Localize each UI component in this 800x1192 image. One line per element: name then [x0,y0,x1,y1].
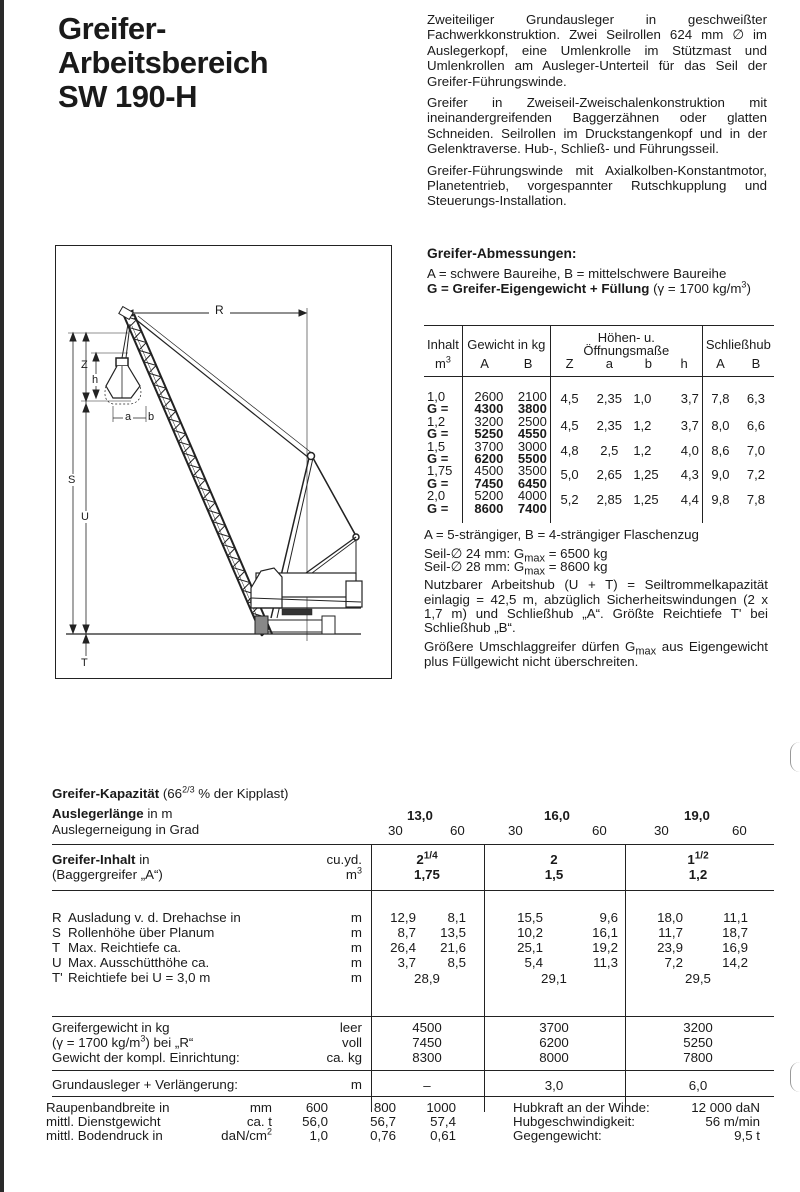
boom-angle-low: 30 [508,823,523,838]
weight-value: 4500 [412,1020,442,1035]
param-label: Ausladung v. d. Drehachse in [68,910,241,925]
cell-b: 1,25 [633,492,659,508]
param-value-60: 14,2 [722,955,748,970]
cell-a: 2,35 [596,417,622,433]
cell-h: 4,0 [680,442,699,458]
col-a: A [462,357,506,377]
inhalt-cuyd-whole: 2 [550,852,558,867]
weight-value: 3700 [539,1020,569,1035]
arrow-icon [299,310,306,316]
lattice-brace [183,445,191,453]
cell-inhalt: 2,0 [427,488,446,504]
legend-g-sup: 3 [741,279,747,290]
weight-value: 3200 [683,1020,713,1035]
legend-g-close: ) [746,281,751,296]
crawler-value: 0,76 [370,1128,396,1143]
boom-angle-low: 30 [388,823,403,838]
spacer-cell [738,515,774,523]
crawler-value: 1000 [426,1100,456,1115]
cell-schliesshub-b: 6,6 [746,417,765,433]
description-paragraph: Greifer-Führungswinde mit Axialkolben-Konstantmotor, Planetentrieb, vorgespannter Rutschkupplung und Steuerungs-Installation. [427,162,767,209]
cell-inhalt: 1,2 [427,413,446,429]
col-h: h [666,357,702,377]
winch-value: 12 000 daN [691,1100,760,1115]
margin-mark [790,1062,800,1092]
crawler-label: mittl. Bodendruck in [46,1128,163,1143]
unit-cuyd: cu.yd. [326,852,362,867]
param-value-30: 7,2 [664,955,683,970]
weight-value: 7450 [412,1035,442,1050]
param-value-60: 16,1 [592,925,618,940]
note-flaschenzug: A = 5-strängiger, B = 4-strängiger Flaschenzug [424,527,699,542]
capacity-heading [52,786,288,801]
capacity-heading-end: % der Kipplast) [194,786,289,801]
cell-g-weight-b: 5500 [517,451,547,467]
crane-diagram [55,245,392,679]
cell-schliesshub-a: 9,0 [702,465,738,490]
divider [52,1070,774,1071]
boom-length: 19,0 [684,808,710,823]
description-paragraph: Greifer in Zweiseil-Zweischalenkonstruktion mit ineinandergreifenden Baggerzähnen oder glatten Schneiden. Seilrollen im Druckstangenkopf und in der Gelenktraverse. Hub-, Schließ- und Führungsseil. [427,95,767,157]
weight-unit-2: voll [342,1035,362,1050]
grab-shells [106,366,140,398]
spacer-cell [424,515,462,523]
lattice-brace [159,388,167,396]
cell-schliesshub-a: 8,0 [702,416,738,441]
lattice-brace [173,423,181,431]
spacer-cell [630,515,666,523]
cell-weight-a: 3700 [462,441,506,453]
cell-inhalt: 1,5 [427,438,446,454]
divider [52,844,774,845]
cell-z: 5,2 [550,490,588,515]
col-schliesshub: Schließhub [702,326,774,358]
lattice-brace [149,365,157,373]
boom-length-rest: in m [143,806,173,821]
weight-value: 6200 [539,1035,569,1050]
cell-schliesshub-a: 7,8 [702,377,738,416]
note-seil [424,546,768,578]
title-line-3: SW 190-H [58,79,197,114]
umschlag-sub: max [635,646,657,659]
label-h: h [92,374,99,386]
cell-weight-a: 2600 [462,377,506,404]
param-value-60: 9,6 [599,910,618,925]
crawler-drum [322,616,335,634]
col-gewicht: Gewicht in kg [462,326,550,358]
param-value: 28,9 [414,971,440,986]
boom-angle-low: 30 [654,823,669,838]
hoist-rope [132,326,261,626]
cell-g-weight-a: 8600 [462,503,506,515]
cell-a: 2,35 [596,391,622,406]
cell-z: 4,5 [550,416,588,441]
param-value: 29,5 [685,971,711,986]
winch-label: Hubgeschwindigkeit: [513,1114,635,1129]
param-value-30: 18,0 [657,910,683,925]
label-u: U [81,511,89,523]
param-unit: m [350,925,362,940]
unit-sup: 3 [356,865,362,876]
cell-b: 1,25 [633,467,659,483]
margin-mark [790,742,800,772]
winch-value: 56 m/min [705,1114,760,1129]
cell-a: 2,5 [600,442,619,458]
param-value-60: 11,1 [723,910,748,925]
winch-label: Gegengewicht: [513,1128,602,1143]
param-value-30: 5,4 [524,955,543,970]
param-value-60: 8,1 [447,910,466,925]
crawler-value: 56,0 [302,1114,328,1129]
cell-schliesshub-b: 7,2 [746,467,765,483]
cell-g-label: G = [427,451,449,467]
col-z: Z [550,357,588,377]
page-title [58,12,268,114]
spacer-cell [462,515,506,523]
crawler-unit [192,1114,272,1129]
param-value-30: 23,9 [657,940,683,955]
cell-g-weight-b: 3800 [517,401,547,417]
cell-weight-b: 2500 [517,413,547,429]
capacity-heading-frac: 2/3 [182,784,195,795]
label-a: a [125,411,132,423]
seil24-sub: max [524,552,546,565]
crawler-unit [192,1128,272,1143]
weight-label-2-sup: 3 [140,1033,146,1044]
label-s: S [68,474,76,486]
lattice-brace [144,354,152,362]
cell-b: 1,2 [633,442,652,458]
capacity-heading-rest: (66 [159,786,183,801]
lattice-brace [237,571,245,579]
weight-label-2 [52,1035,193,1050]
lattice-brace [242,583,250,591]
seil28-text: Seil-∅ 28 mm: G [424,559,525,575]
unit-sup: 3 [445,354,451,365]
extension-value: – [423,1078,431,1093]
param-letter: U [52,955,62,970]
param-label: Reichtiefe bei U = 3,0 m [68,970,211,985]
table-spacer [424,515,774,523]
col-sa: A [702,357,738,377]
divider [52,890,774,891]
seil28-value: = 8600 kg [545,559,608,575]
table-row [424,377,774,404]
unit-m: m [345,867,357,882]
crawler-value: 800 [373,1100,396,1115]
note-umschlag [424,640,768,669]
param-value-30: 3,7 [397,955,416,970]
inhalt-cuyd [658,852,738,867]
param-unit: m [350,955,362,970]
cell-g-weight-a: 7450 [462,478,506,490]
col-b-open: b [630,357,666,377]
boom-length: 13,0 [407,808,433,823]
cell-g-weight-a: 5250 [462,428,506,440]
col-a-open: a [588,357,630,377]
param-value-30: 11,7 [658,925,683,940]
spacer-cell [702,515,738,523]
weight-label-1: Greifergewicht in kg [52,1020,170,1035]
dimensions-heading: Greifer-Abmessungen: [427,246,577,261]
col-hoehen: Höhen- u. Öffnungsmaße [550,326,702,358]
crawler-value: 1,0 [309,1128,328,1143]
col-b: B [506,357,550,377]
param-letter: S [52,925,61,940]
lattice-brace [168,411,176,419]
lattice-brace [193,468,201,476]
cell-h: 4,4 [680,492,699,508]
spacer-cell [506,515,550,523]
cell-weight-b: 3500 [517,463,547,479]
inhalt-cuyd [387,852,467,867]
lattice-brace [208,503,216,511]
param-value-30: 12,9 [390,910,416,925]
column-separator [371,844,372,1112]
inhalt-m3: 1,75 [414,867,440,882]
param-letter: T [52,940,61,955]
weight-label-3: Gewicht der kompl. Einrichtung: [52,1050,240,1065]
cell-inhalt: 1,75 [427,463,453,479]
description [427,12,767,215]
inhalt-m3: 1,5 [544,867,564,882]
lattice-brace [232,560,240,568]
title-line-1: Greifer- [58,11,166,46]
param-value-30: 25,1 [517,940,543,955]
winch-value: 9,5 t [734,1128,760,1143]
cell-g-label: G = [427,426,449,442]
cell-g-weight-a: 4300 [462,403,506,415]
cell-z: 4,5 [550,377,588,416]
crawler-unit-text: daN/cm [221,1128,267,1143]
cell-g-weight-a: 6200 [462,453,506,465]
crawler-unit [192,1100,272,1115]
col-sb: B [738,357,774,377]
pendant-line [134,318,309,458]
dimensions-table [424,325,774,523]
crawler-value: 57,4 [430,1114,456,1129]
weight-value: 8000 [539,1050,569,1065]
inhalt-label-2: (Baggergreifer „A“) [52,867,163,882]
boom-angle-high: 60 [450,823,465,838]
dimensions-legend [427,246,777,296]
cell-g-label: G = [427,475,449,491]
inhalt-cuyd-whole: 2 [416,852,424,867]
cell-weight-b: 4000 [517,488,547,504]
umschlag-text-end: aus Eigengewicht plus Füllgewicht nicht überschreiten. [424,639,768,669]
capacity-heading-bold: Greifer-Kapazität [52,786,160,801]
weight-unit-1: leer [339,1020,362,1035]
param-unit: m [350,940,362,955]
col-inhalt-unit [424,354,462,377]
param-unit: m [350,970,362,985]
param-letter: T' [52,970,63,985]
cell-g-label: G = [427,401,449,417]
legend-g-paren: (γ = 1700 kg/m [653,281,742,296]
extension-unit: m [350,1077,362,1092]
cell-h: 3,7 [680,417,699,433]
cell-g-weight-b: 7400 [517,500,547,516]
weight-label-2-post: ) bei „R“ [145,1035,194,1050]
param-label: Max. Ausschütthöhe ca. [68,955,210,970]
cell-schliesshub-b: 7,0 [746,442,765,458]
inhalt-label [52,852,150,867]
inhalt-cuyd-frac: 1/2 [694,850,709,862]
inhalt-cuyd [514,852,594,867]
seil24-text: Seil-∅ 24 mm: G [424,546,525,562]
lattice-brace [223,537,231,545]
notes [424,528,768,674]
lattice-brace [139,343,147,351]
param-value-30: 26,4 [390,940,416,955]
cell-schliesshub-a: 8,6 [702,441,738,466]
cell-b: 1,0 [633,391,652,406]
weight-value: 7800 [683,1050,713,1065]
cell-h: 4,3 [680,467,699,483]
crawler-drum [255,616,268,634]
title-line-2: Arbeitsbereich [58,45,269,80]
weight-value: 8300 [412,1050,442,1065]
crawler-unit-text: mm [249,1100,272,1115]
lattice-brace [154,377,162,385]
inhalt-label-bold: Greifer-Inhalt [52,852,136,867]
slewing-ring [282,609,312,615]
crawler-label: mittl. Dienstgewicht [46,1114,161,1129]
weight-value: 5250 [683,1035,713,1050]
lattice-brace [218,525,226,533]
label-r: R [209,303,230,317]
param-value-60: 8,5 [447,955,466,970]
lattice-brace [188,457,196,465]
unit-m: m [434,356,446,371]
label-b: b [148,411,155,423]
param-value-60: 13,5 [440,925,466,940]
param-value-60: 11,3 [593,955,618,970]
boom-length-label [52,806,172,821]
cell-g-weight-b: 4550 [517,426,547,442]
inhalt-label-rest: in [135,852,150,867]
boom-angle-label: Auslegerneigung in Grad [52,822,200,837]
lattice-brace [178,434,186,442]
crawler-label: Raupenbandbreite in [46,1100,170,1115]
boom-angle-high: 60 [732,823,747,838]
crawler-value: 0,61 [430,1128,456,1143]
boom-length: 16,0 [544,808,570,823]
seil24-value: = 6500 kg [545,546,608,562]
label-t: T [81,657,88,669]
spacer-cell [666,515,702,523]
param-label: Rollenhöhe über Planum [68,925,215,940]
extension-value: 3,0 [544,1078,564,1093]
page-edge [0,0,4,1192]
description-paragraph: Zweiteiliger Grundausleger in geschweißter Fachwerkkonstruktion. Zwei Seilrollen 624 mm ∅ im Auslegerkopf, eine Umlenkrolle im Stützmast und Umlenkrollen am Ausleger-Unterteil für das Seil der Greifer-Führungswinde. [427,12,767,89]
lattice-brace [134,331,142,339]
crawler-unit-sup: 2 [266,1126,272,1137]
legend-g [427,281,777,296]
lattice-brace [163,400,171,408]
column-separator [484,844,485,1112]
cell-inhalt: 1,0 [427,389,446,404]
spacer-cell [550,515,588,523]
cell-schliesshub-a: 9,8 [702,490,738,515]
label-z: Z [81,359,88,371]
param-value: 29,1 [541,971,567,986]
spacer-cell [588,515,630,523]
cell-z: 4,8 [550,441,588,466]
legend-ab: A = schwere Baureihe, B = mittelschwere Baureihe [427,266,727,281]
cell-h: 3,7 [680,391,699,406]
cell-a: 2,85 [596,492,622,508]
cell-z: 5,0 [550,465,588,490]
boom-head [119,307,133,320]
param-value-60: 16,9 [722,940,748,955]
col-inhalt: Inhalt [424,326,462,358]
cell-g-label: G = [427,500,449,516]
lattice-brace [228,548,236,556]
counterweight [346,581,362,607]
cell-schliesshub-b: 7,8 [746,492,765,508]
lattice-brace [198,480,206,488]
param-label: Max. Reichtiefe ca. [68,940,182,955]
crawler-unit-text: ca. t [246,1114,272,1129]
param-value-30: 15,5 [517,910,543,925]
grab-head [116,358,128,366]
weight-unit-3: ca. kg [326,1050,362,1065]
column-separator [625,844,626,1112]
unit-m3 [312,867,362,882]
boom-chord [134,314,272,634]
seil28-sub: max [524,565,546,578]
inhalt-m3: 1,2 [688,867,708,882]
divider [52,1096,774,1097]
boom-angle-high: 60 [592,823,607,838]
param-value-60: 19,2 [592,940,618,955]
extension-value: 6,0 [688,1078,708,1093]
param-unit: m [350,910,362,925]
cell-weight-a: 3200 [462,416,506,428]
lattice-brace [213,514,221,522]
note-arbeitshub: Nutzbarer Arbeitshub (U + T) = Seiltrommelkapazität einlagig = 42,5 m, abzüglich Sicherheitswindungen (2 x 1,7 m) und Schließhub „A“. Größte Reichtiefe T' bei Schließhub „B“. [424,577,768,636]
inhalt-cuyd-frac: 1/4 [423,850,438,862]
cell-b: 1,2 [633,417,652,433]
param-letter: R [52,910,62,925]
legend-g-bold: G = Greifer-Eigengewicht + Füllung [427,281,650,296]
divider [52,1016,774,1017]
cell-weight-a: 5200 [462,490,506,502]
cell-weight-a: 4500 [462,465,506,477]
extension-label: Grundausleger + Verlängerung: [52,1077,238,1092]
lattice-brace [203,491,211,499]
cell-g-weight-b: 6450 [517,475,547,491]
cell-weight-b: 2100 [517,389,547,404]
boom-length-bold: Auslegerlänge [52,806,144,821]
crawler-value: 56,7 [370,1114,396,1129]
cell-schliesshub-b: 6,3 [746,391,765,406]
cell-weight-b: 3000 [517,438,547,454]
param-value-60: 21,6 [440,940,466,955]
param-value-30: 8,7 [397,925,416,940]
param-value-60: 18,7 [722,925,748,940]
cell-a: 2,65 [596,467,622,483]
param-value-30: 10,2 [517,925,543,940]
weight-label-2-pre: (γ = 1700 kg/m [52,1035,141,1050]
umschlag-text: Größere Umschlaggreifer dürfen G [424,639,636,655]
winch-label: Hubkraft an der Winde: [513,1100,650,1115]
inhalt-cuyd-whole: 1 [687,852,695,867]
crawler-value: 600 [305,1100,328,1115]
